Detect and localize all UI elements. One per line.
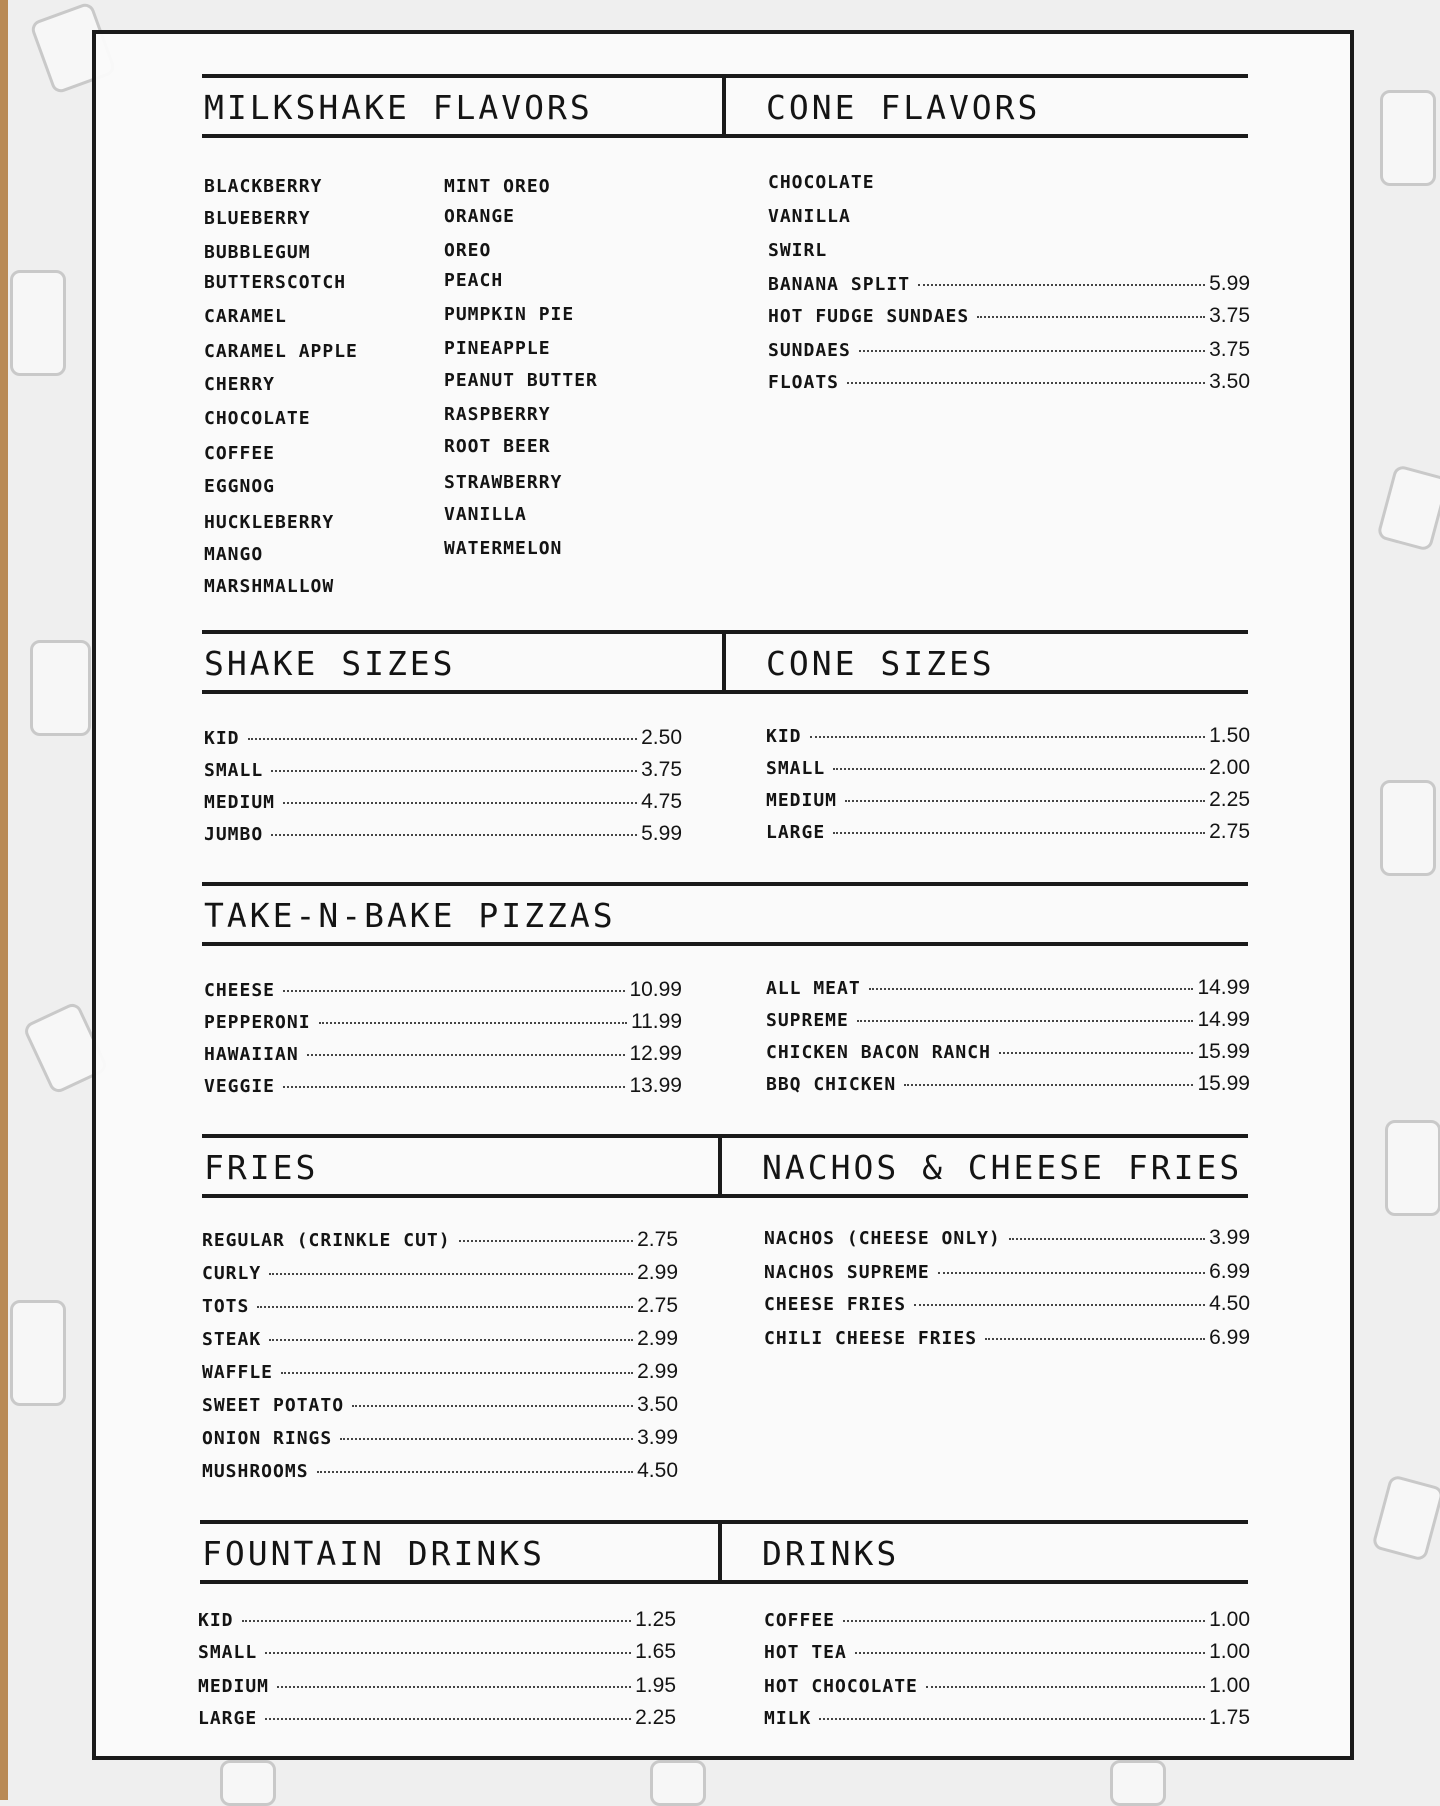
flavor-item: BLUEBERRY <box>204 208 311 229</box>
menu-item <box>202 1327 678 1351</box>
dot-leader <box>857 1020 1194 1022</box>
shake-sizes-title: SHAKE SIZES <box>204 644 456 683</box>
dot-leader <box>271 770 637 772</box>
item-name: CHEESE <box>204 980 276 1001</box>
menu-item <box>768 338 1250 362</box>
header-divider <box>718 1520 722 1584</box>
fountain-drinks-title: FOUNTAIN DRINKS <box>202 1534 546 1573</box>
item-name: HOT CHOCOLATE <box>764 1676 918 1697</box>
dot-leader <box>283 1086 625 1088</box>
fountain-drinks-header <box>200 1520 718 1584</box>
item-name: SWEET POTATO <box>202 1395 345 1416</box>
menu-item <box>768 304 1250 328</box>
item-name: SUNDAES <box>768 340 851 361</box>
menu-item <box>204 758 682 782</box>
item-price: 5.99 <box>1209 272 1250 295</box>
coffee-pot-doodle-icon <box>30 640 91 736</box>
item-name: SUPREME <box>766 1010 849 1031</box>
item-name: JUMBO <box>204 824 264 845</box>
menu-item <box>768 272 1250 296</box>
menu-item <box>204 1010 682 1034</box>
dot-leader <box>283 990 625 992</box>
flavor-item: CHERRY <box>204 374 276 395</box>
menu-item <box>764 1706 1250 1730</box>
flavor-item: BLACKBERRY <box>204 176 323 197</box>
pizzas-header <box>202 882 1248 946</box>
menu-item <box>204 1042 682 1066</box>
item-price: 3.75 <box>1209 304 1250 327</box>
dot-leader <box>269 1273 633 1275</box>
menu-item <box>764 1674 1250 1698</box>
flavor-item: ORANGE <box>444 206 516 227</box>
cup-doodle-icon <box>10 1300 66 1406</box>
item-name: FLOATS <box>768 372 840 393</box>
dot-leader <box>926 1686 1205 1688</box>
milkshake-doodle-icon <box>220 1760 276 1806</box>
item-name: NACHOS SUPREME <box>764 1262 930 1283</box>
dot-leader <box>307 1054 626 1056</box>
menu-item <box>204 978 682 1002</box>
fries-title: FRIES <box>204 1148 319 1187</box>
cone-flavors-header <box>722 74 1248 138</box>
menu-item <box>764 1326 1250 1350</box>
dot-leader <box>281 1372 633 1374</box>
item-name: REGULAR (CRINKLE CUT) <box>202 1230 451 1251</box>
item-price: 3.99 <box>1209 1226 1250 1249</box>
dot-leader <box>810 736 1206 738</box>
item-price: 2.75 <box>1209 820 1250 843</box>
item-price: 1.00 <box>1209 1640 1250 1663</box>
item-price: 2.75 <box>637 1228 678 1251</box>
dot-leader <box>859 350 1205 352</box>
menu-item <box>766 756 1250 780</box>
menu-item <box>204 1074 682 1098</box>
milkshake-doodle-icon <box>1110 1760 1166 1806</box>
item-name: WAFFLE <box>202 1362 274 1383</box>
flavor-item: PEACH <box>444 270 504 291</box>
item-name: MEDIUM <box>198 1676 270 1697</box>
nachos-title: NACHOS & CHEESE FRIES <box>762 1148 1243 1187</box>
item-name: BANANA SPLIT <box>768 274 911 295</box>
item-name: KID <box>204 728 240 749</box>
menu-item <box>764 1226 1250 1250</box>
dot-leader <box>319 1022 627 1024</box>
item-price: 1.65 <box>635 1640 676 1663</box>
dot-leader <box>248 738 638 740</box>
item-name: VEGGIE <box>204 1076 276 1097</box>
menu-item <box>764 1292 1250 1316</box>
item-price: 3.50 <box>637 1393 678 1416</box>
menu-item <box>766 976 1250 1000</box>
dot-leader <box>271 834 637 836</box>
item-name: KID <box>766 726 802 747</box>
dot-leader <box>242 1620 632 1622</box>
flavor-item: OREO <box>444 240 492 261</box>
cup-doodle-icon <box>1380 780 1436 876</box>
item-name: CURLY <box>202 1263 262 1284</box>
item-price: 14.99 <box>1197 1008 1250 1031</box>
item-price: 3.75 <box>641 758 682 781</box>
drinks-title: DRINKS <box>762 1534 900 1573</box>
item-price: 5.99 <box>641 822 682 845</box>
dot-leader <box>283 802 637 804</box>
item-price: 6.99 <box>1209 1326 1250 1349</box>
shake-sizes-header <box>202 630 722 694</box>
menu-item <box>204 790 682 814</box>
item-name: TOTS <box>202 1296 250 1317</box>
item-name: CHEESE FRIES <box>764 1294 907 1315</box>
menu-item <box>202 1261 678 1285</box>
menu-item <box>198 1706 676 1730</box>
menu-item <box>766 1008 1250 1032</box>
header-divider <box>722 630 726 694</box>
flavor-item: BUBBLEGUM <box>204 242 311 263</box>
flavor-item: SWIRL <box>768 240 828 261</box>
menu-item <box>766 820 1250 844</box>
item-name: MEDIUM <box>766 790 838 811</box>
item-price: 11.99 <box>631 1010 682 1033</box>
item-price: 4.75 <box>641 790 682 813</box>
item-price: 15.99 <box>1197 1072 1250 1095</box>
item-name: COFFEE <box>764 1610 836 1631</box>
dot-leader <box>833 832 1205 834</box>
dot-leader <box>257 1306 633 1308</box>
item-price: 1.75 <box>1209 1706 1250 1729</box>
item-name: MILK <box>764 1708 812 1729</box>
flavor-item: MARSHMALLOW <box>204 576 335 597</box>
fries-header <box>202 1134 718 1198</box>
item-name: LARGE <box>198 1708 258 1729</box>
item-price: 1.00 <box>1209 1608 1250 1631</box>
flavor-item: RASPBERRY <box>444 404 551 425</box>
item-name: HAWAIIAN <box>204 1044 299 1065</box>
menu-item <box>768 370 1250 394</box>
item-price: 3.99 <box>637 1426 678 1449</box>
item-price: 12.99 <box>629 1042 682 1065</box>
dot-leader <box>819 1718 1205 1720</box>
item-price: 1.00 <box>1209 1674 1250 1697</box>
item-name: MUSHROOMS <box>202 1461 309 1482</box>
flavor-item: CARAMEL <box>204 306 287 327</box>
coffee-pot-doodle-icon <box>1380 90 1436 186</box>
menu-item <box>764 1640 1250 1664</box>
dot-leader <box>340 1438 633 1440</box>
menu-item <box>198 1640 676 1664</box>
flavor-item: MANGO <box>204 544 264 565</box>
item-price: 2.99 <box>637 1261 678 1284</box>
item-name: ALL MEAT <box>766 978 861 999</box>
menu-item <box>764 1608 1250 1632</box>
cup-doodle-icon <box>10 270 66 376</box>
menu-item <box>202 1426 678 1450</box>
item-price: 13.99 <box>629 1074 682 1097</box>
cone-flavors-title: CONE FLAVORS <box>766 88 1041 127</box>
header-divider <box>718 1134 722 1198</box>
coffee-pot-doodle-icon <box>1385 1120 1440 1216</box>
nachos-header <box>718 1134 1248 1198</box>
menu-item <box>198 1674 676 1698</box>
item-price: 2.25 <box>1209 788 1250 811</box>
menu-item <box>766 1072 1250 1096</box>
drinks-header <box>718 1520 1248 1584</box>
item-name: MEDIUM <box>204 792 276 813</box>
menu-item <box>764 1260 1250 1284</box>
cone-sizes-title: CONE SIZES <box>766 644 995 683</box>
dot-leader <box>999 1052 1194 1054</box>
menu-board <box>92 30 1354 1760</box>
dot-leader <box>265 1652 631 1654</box>
dot-leader <box>938 1272 1205 1274</box>
menu-item <box>766 1040 1250 1064</box>
item-price: 1.25 <box>635 1608 676 1631</box>
dot-leader <box>317 1471 634 1473</box>
menu-item <box>204 726 682 750</box>
flavor-item: PINEAPPLE <box>444 338 551 359</box>
flavor-item: CARAMEL APPLE <box>204 341 358 362</box>
item-price: 1.50 <box>1209 724 1250 747</box>
dot-leader <box>869 988 1194 990</box>
flavor-item: PUMPKIN PIE <box>444 304 575 325</box>
item-price: 2.99 <box>637 1360 678 1383</box>
dot-leader <box>1009 1238 1205 1240</box>
item-name: PEPPERONI <box>204 1012 311 1033</box>
dot-leader <box>843 1620 1205 1622</box>
item-price: 3.50 <box>1209 370 1250 393</box>
dot-leader <box>352 1405 633 1407</box>
item-price: 3.75 <box>1209 338 1250 361</box>
item-name: LARGE <box>766 822 826 843</box>
item-name: CHILI CHEESE FRIES <box>764 1328 978 1349</box>
milkshake-flavors-header <box>202 74 722 138</box>
pizzas-title: TAKE-N-BAKE PIZZAS <box>204 896 616 935</box>
dot-leader <box>847 382 1205 384</box>
dot-leader <box>918 284 1205 286</box>
item-name: KID <box>198 1610 234 1631</box>
item-name: CHICKEN BACON RANCH <box>766 1042 991 1063</box>
flavor-item: VANILLA <box>444 504 527 525</box>
item-name: SMALL <box>198 1642 258 1663</box>
item-name: SMALL <box>766 758 826 779</box>
flavor-item: PEANUT BUTTER <box>444 370 598 391</box>
menu-item <box>202 1459 678 1483</box>
milkshake-doodle-icon <box>650 1760 706 1806</box>
menu-item <box>198 1608 676 1632</box>
item-price: 2.75 <box>637 1294 678 1317</box>
menu-item <box>766 724 1250 748</box>
item-price: 15.99 <box>1197 1040 1250 1063</box>
dot-leader <box>985 1338 1205 1340</box>
flavor-item: HUCKLEBERRY <box>204 512 335 533</box>
item-name: ONION RINGS <box>202 1428 333 1449</box>
dot-leader <box>265 1718 631 1720</box>
dot-leader <box>833 768 1205 770</box>
item-name: BBQ CHICKEN <box>766 1074 897 1095</box>
item-name: SMALL <box>204 760 264 781</box>
header-divider <box>722 74 726 138</box>
menu-item <box>204 822 682 846</box>
pizza-slice-doodle-icon <box>1376 464 1440 552</box>
item-price: 2.25 <box>635 1706 676 1729</box>
item-price: 2.50 <box>641 726 682 749</box>
menu-item <box>202 1360 678 1384</box>
item-price: 14.99 <box>1197 976 1250 999</box>
pizza-slice-doodle-icon <box>1371 1474 1440 1562</box>
cone-sizes-header <box>722 630 1248 694</box>
dot-leader <box>977 316 1205 318</box>
item-name: HOT TEA <box>764 1642 847 1663</box>
milkshake-flavors-title: MILKSHAKE FLAVORS <box>204 88 593 127</box>
item-price: 2.99 <box>637 1327 678 1350</box>
item-price: 2.00 <box>1209 756 1250 779</box>
item-name: STEAK <box>202 1329 262 1350</box>
menu-item <box>202 1294 678 1318</box>
item-name: HOT FUDGE SUNDAES <box>768 306 970 327</box>
item-price: 4.50 <box>637 1459 678 1482</box>
item-price: 4.50 <box>1209 1292 1250 1315</box>
dot-leader <box>845 800 1205 802</box>
flavor-item: EGGNOG <box>204 476 276 497</box>
dot-leader <box>269 1339 633 1341</box>
menu-item <box>766 788 1250 812</box>
dot-leader <box>855 1652 1205 1654</box>
flavor-item: MINT OREO <box>444 176 551 197</box>
menu-item <box>202 1228 678 1252</box>
flavor-item: STRAWBERRY <box>444 472 563 493</box>
flavor-item: CHOCOLATE <box>204 408 311 429</box>
flavor-item: VANILLA <box>768 206 851 227</box>
flavor-item: CHOCOLATE <box>768 172 875 193</box>
wood-frame-edge <box>0 0 8 1800</box>
item-price: 6.99 <box>1209 1260 1250 1283</box>
item-price: 1.95 <box>635 1674 676 1697</box>
item-price: 10.99 <box>629 978 682 1001</box>
flavor-item: COFFEE <box>204 443 276 464</box>
dot-leader <box>914 1304 1205 1306</box>
flavor-item: BUTTERSCOTCH <box>204 272 347 293</box>
dot-leader <box>459 1240 634 1242</box>
flavor-item: ROOT BEER <box>444 436 551 457</box>
item-name: NACHOS (CHEESE ONLY) <box>764 1228 1001 1249</box>
dot-leader <box>277 1686 631 1688</box>
menu-item <box>202 1393 678 1417</box>
dot-leader <box>904 1084 1193 1086</box>
flavor-item: WATERMELON <box>444 538 563 559</box>
